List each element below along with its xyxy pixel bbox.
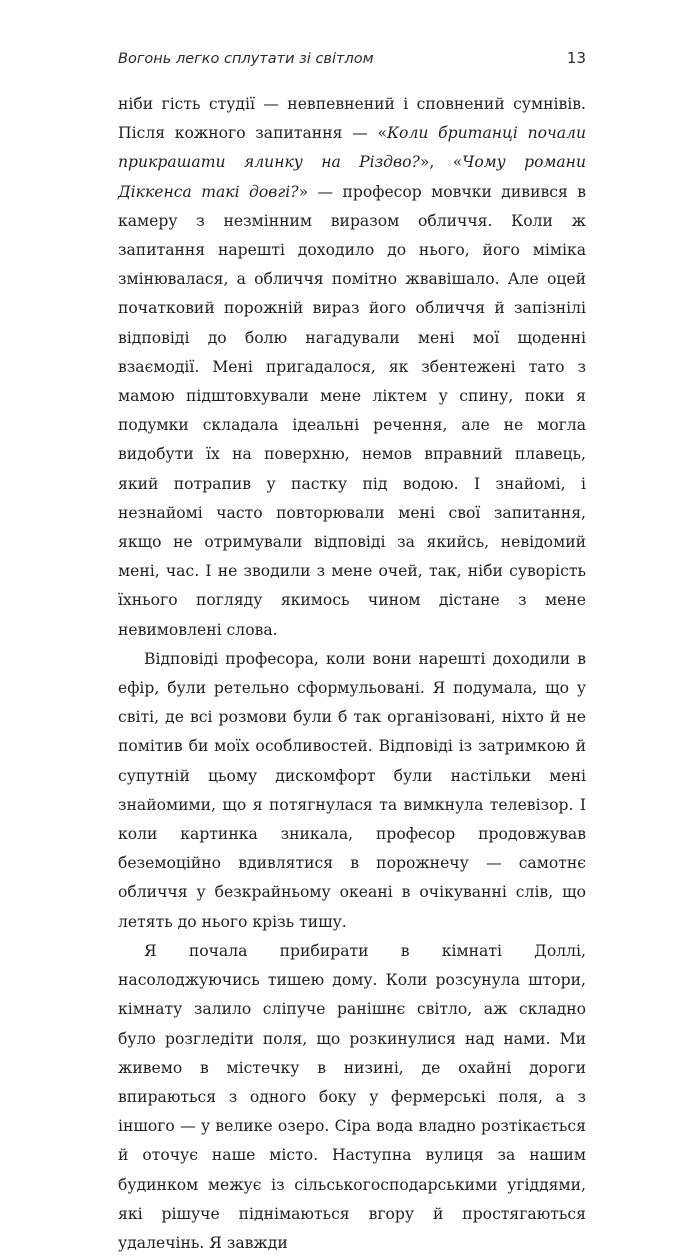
paragraph-1-run-5: » — професор мовчки дивився в камеру з незмінним виразом обличчя. Коли ж запитання нарешті доходило до нього, його міміка змінювалася, а обличчя помітно жвавішало. Але оцей початковий порожній вираз його обличчя й запізнілі відповіді до болю нагадували мені мої щоденні взаємодії. Мені пригадалося, як збентежені тато з мамою підштовхували мене ліктем у спину, поки я подумки складала ідеальні речення, але не могла видобути їх на поверхню, немов вправний плавець, який потрапив у пастку під водою. І знайомі, і незнайомі часто повторювали мені свої запитання, якщо не отримували відповіді за якийсь, невідомий мені, час. І не зводили з мене очей, так, ніби суворість їхнього погляду якимось чином дістане з мене невимовлені слова. [118,182,586,639]
paragraph-3 [118,937,586,1258]
body-text [118,90,586,1258]
paragraph-1-run-1: ніби гість студії — невпевнений і сповнений сумнівів. Після кожного запитання — « [118,95,586,143]
paragraph-1-question-1: Коли британці почали прикрашати ялинку на Різдво? [118,124,586,172]
paragraph-2-text: Відповіді професора, коли вони нарешті доходили в ефір, були ретельно сформульовані. Я подумала, що у світі, де всі розмови були б так організовані, ніхто й не помітив би моїх особливостей. Відповіді із затримкою й супутній цьому дискомфорт були настільки мені знайомими, що я потягнулася та вимкнула телевізор. І коли картинка зникала, професор продовжував беземоційно вдивлятися в порожнечу — самотнє обличчя у безкрайньому океані в очікуванні слів, що летять до нього крізь тишу. [118,649,586,931]
paragraph-2 [118,645,586,937]
page-number: 13 [566,49,586,67]
paragraph-1 [118,90,586,645]
running-head [118,49,586,71]
running-title: Вогонь легко сплутати зі світлом [118,51,374,67]
paragraph-1-run-3: », « [419,153,463,172]
paragraph-1-question-2: Чому романи Діккенса такі довгі? [118,153,586,201]
paragraph-3-text: Я почала прибирати в кімнаті Доллі, насолоджуючись тишею дому. Коли розсунула штори, кімнату залило сліпуче ранішнє світло, аж складно було розгледіти поля, що розкинулися над нами. Ми живемо в містечку в низині, де охайні дороги впираються з одного боку у фермерські поля, а з іншого — у велике озеро. Сіра вода владно розтікається й оточує наше місто. Наступна вулиця за нашим будинком межує із сільськогосподарськими угіддями, які рішуче піднімаються вгору й простягаються удалечінь. Я завжди [118,941,586,1252]
